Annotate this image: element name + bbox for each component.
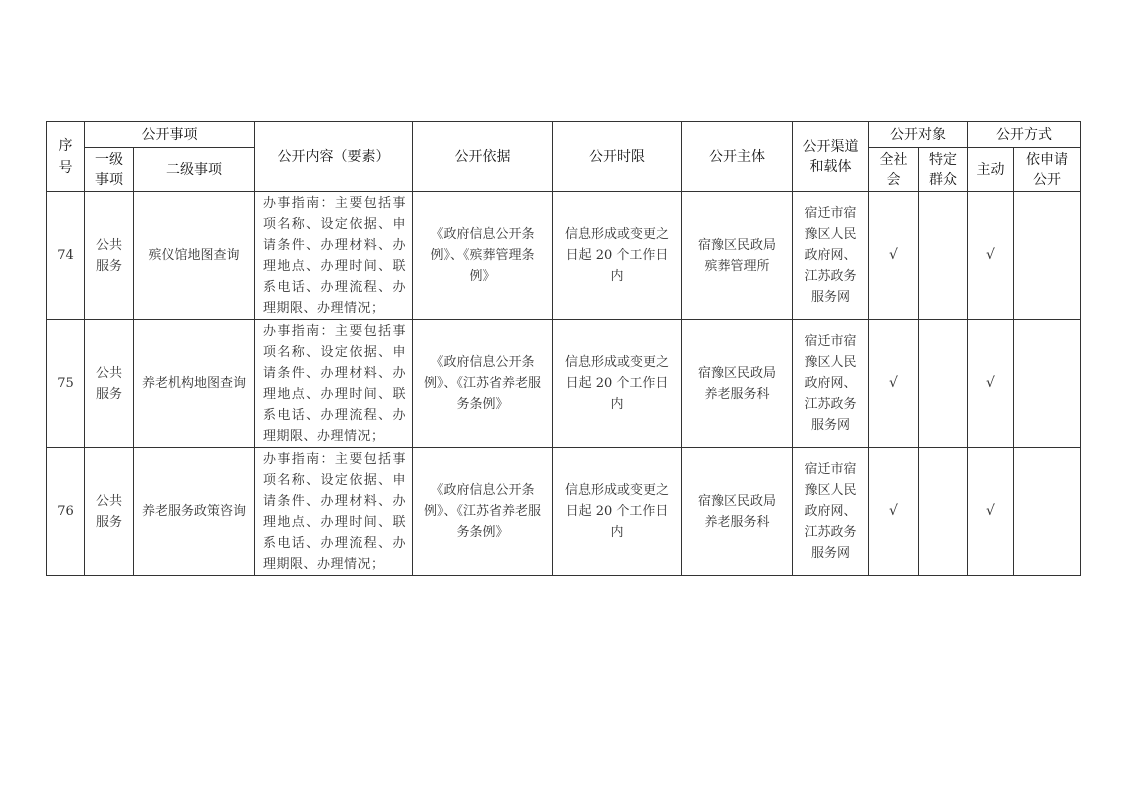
row-content: 办事指南：主要包括事项名称、设定依据、申请条件、办理材料、办理地点、办理时间、联系电话、办理流程、办理期限、办理情况； [255,448,413,576]
row-channel [793,192,869,320]
row-level1-text: 公共服务 [95,365,122,402]
row-level1-text: 公共服务 [95,493,122,530]
row-subject-text: 宿豫区民政局养老服务科 [697,365,776,402]
disclosure-table [46,121,1081,576]
header-target-group: 公开对象 [869,122,968,148]
row-target-all-check: √ [869,448,919,576]
row-time-limit [553,320,682,448]
header-channel-label: 公开渠道和载体 [802,138,859,175]
row-seq: 75 [47,320,85,448]
header-target-all [869,148,919,192]
header-time-limit: 公开时限 [553,122,682,192]
row-channel-text: 宿迁市宿豫区人民政府网、江苏政务服务网 [804,206,857,305]
header-method-group: 公开方式 [968,122,1081,148]
row-level2 [134,448,255,576]
row-channel-text: 宿迁市宿豫区人民政府网、江苏政务服务网 [804,462,857,561]
row-method-active-check: √ [968,448,1014,576]
header-basis: 公开依据 [413,122,553,192]
row-level2: 殡仪馆地图查询 [134,192,255,320]
row-level2 [134,320,255,448]
header-level2: 二级事项 [134,148,255,192]
row-channel-text: 宿迁市宿豫区人民政府网、江苏政务服务网 [804,334,857,433]
header-content: 公开内容（要素） [255,122,413,192]
row-level1 [85,448,134,576]
header-level1 [85,148,134,192]
table-row [47,192,1081,320]
row-method-request-check [1014,448,1081,576]
row-subject [682,448,793,576]
row-subject [682,192,793,320]
row-level2-text: 养老机构地图查询 [142,376,247,391]
row-time-limit-text: 信息形成或变更之日起 20 个工作日内 [564,227,669,284]
row-content: 办事指南：主要包括事项名称、设定依据、申请条件、办理材料、办理地点、办理时间、联系电话、办理流程、办理期限、办理情况； [255,192,413,320]
row-method-active-check: √ [968,192,1014,320]
row-basis [413,320,553,448]
header-seq-label: 序号 [58,137,73,176]
header-method-request [1014,148,1081,192]
row-basis-text: 《政府信息公开条例》、《江苏省养老服务条例》 [423,483,541,540]
header-method-request-label: 依申请公开 [1026,151,1068,188]
row-basis-text: 《政府信息公开条例》、《江苏省养老服务条例》 [423,355,541,412]
header-level1-label: 一级事项 [95,151,123,188]
row-time-limit [553,192,682,320]
row-target-all-check: √ [869,192,919,320]
header-channel [793,122,869,192]
table-row [47,320,1081,448]
row-time-limit-text: 信息形成或变更之日起 20 个工作日内 [564,355,669,412]
row-channel [793,320,869,448]
row-subject-text: 宿豫区民政局养老服务科 [697,493,776,530]
header-items-group: 公开事项 [85,122,255,148]
row-target-specific-check [919,448,968,576]
row-method-request-check [1014,192,1081,320]
row-content: 办事指南：主要包括事项名称、设定依据、申请条件、办理材料、办理地点、办理时间、联系电话、办理流程、办理期限、办理情况； [255,320,413,448]
row-target-specific-check [919,192,968,320]
row-target-all-check: √ [869,320,919,448]
row-basis [413,192,553,320]
header-target-specific-label: 特定群众 [929,151,957,188]
row-channel [793,448,869,576]
table-row [47,448,1081,576]
row-method-active-check: √ [968,320,1014,448]
row-method-request-check [1014,320,1081,448]
row-basis [413,448,553,576]
row-basis-text: 《政府信息公开条例》、《殡葬管理条例》 [430,227,535,284]
header-subject: 公开主体 [682,122,793,192]
header-target-specific [919,148,968,192]
header-method-active: 主动 [968,148,1014,192]
header-target-all-label: 全社会 [879,151,908,188]
row-seq: 74 [47,192,85,320]
row-level2-text: 养老服务政策咨询 [142,504,247,519]
row-level1 [85,320,134,448]
header-seq [47,122,85,192]
row-subject-text: 宿豫区民政局殡葬管理所 [697,237,776,274]
row-target-specific-check [919,320,968,448]
row-seq: 76 [47,448,85,576]
row-time-limit [553,448,682,576]
row-level1-text: 公共服务 [95,237,122,274]
row-subject [682,320,793,448]
row-level1 [85,192,134,320]
row-time-limit-text: 信息形成或变更之日起 20 个工作日内 [564,483,669,540]
